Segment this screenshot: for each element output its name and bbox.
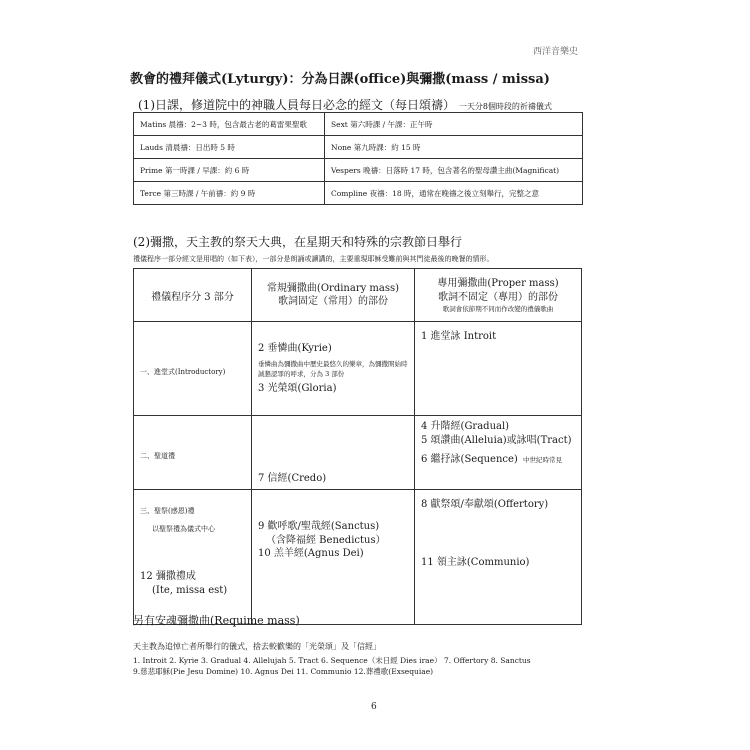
table-cell bbox=[252, 416, 415, 490]
introit-label: 1 進堂詠 Introit bbox=[421, 331, 497, 342]
sequence-label: 6 繼抒詠(Sequence) bbox=[421, 454, 518, 465]
table-cell: Prime 第一時課 / 早課：約 6 時 bbox=[134, 159, 325, 182]
table-row bbox=[134, 490, 582, 625]
table-cell bbox=[252, 490, 415, 625]
table-row bbox=[134, 113, 583, 136]
table-cell bbox=[134, 322, 252, 416]
table-row bbox=[134, 136, 583, 159]
mass-title: (2)彌撒，天主教的祭天大典，在星期天和特殊的宗教節日舉行 bbox=[133, 235, 463, 249]
kyrie-note: 垂憐曲為彌撒曲中歷史最悠久的樂章，為彌撒開始時誠懇認罪的呼求，分為 3 部份 bbox=[258, 359, 408, 378]
header-col-ordinary bbox=[252, 269, 415, 322]
part-liturgy-of-word: 二、聖道禮 bbox=[140, 452, 175, 460]
header-proper-line1: 專用彌撒曲(Proper mass) bbox=[437, 278, 559, 289]
requiem-items-line1: 1. Introit 2. Kyrie 3. Gradual 4. Allelujah 5. Tract 6. Sequence（末日經 Dies irae） 7. Offertory 8. Sanctus bbox=[133, 656, 531, 665]
table-cell: Matins 晨禱：2~3 時，包含最古老的葛雷果聖歌 bbox=[134, 113, 325, 136]
page-number: 6 bbox=[371, 702, 377, 712]
table-cell bbox=[415, 490, 582, 625]
requiem-note: 天主教為追悼亡者所舉行的儀式，捨去較歡樂的「光榮頌」及「信經」 bbox=[133, 642, 381, 651]
communio-label: 11 領主詠(Communio) bbox=[421, 556, 530, 568]
header-proper-note: 歌詞會依節期不同而作改變的禮儀歌曲 bbox=[442, 305, 554, 313]
table-cell bbox=[134, 416, 252, 490]
table-cell: Vespers 晚禱：日落時 17 時，包含著名的聖母讚主曲(Magnificat) bbox=[325, 159, 583, 182]
header-proper-line2: 歌詞不固定（專用）的部份 bbox=[438, 291, 558, 303]
mass-structure-table bbox=[133, 268, 582, 625]
table-row bbox=[134, 159, 583, 182]
table-cell: Lauds 清晨禱：日出時 5 時 bbox=[134, 136, 325, 159]
header-col-proper bbox=[415, 269, 582, 322]
office-title-text: (1)日課，修道院中的神職人員每日必念的經文（每日頌禱） bbox=[138, 98, 456, 112]
table-cell bbox=[415, 322, 582, 416]
credo-label: 7 信經(Credo) bbox=[258, 472, 327, 484]
running-header: 西洋音樂史 bbox=[532, 47, 578, 57]
table-row bbox=[134, 322, 582, 416]
table-row bbox=[134, 416, 582, 490]
section-title: 教會的禮拜儀式(Lyturgy)：分為日課(office)與彌撒(mass / missa) bbox=[130, 72, 550, 87]
part-eucharist: 三、聖祭(感恩)禮 bbox=[140, 507, 195, 515]
table-cell: None 第九時課：約 15 時 bbox=[325, 136, 583, 159]
requiem-items bbox=[133, 655, 603, 678]
part-eucharist-sub: 以聖祭禮為儀式中心 bbox=[152, 525, 215, 533]
office-title bbox=[138, 96, 552, 113]
header-col-parts bbox=[134, 269, 252, 322]
benedictus-label: （含降福經 Benedictus） bbox=[266, 534, 386, 546]
office-title-note: 一天分8個時段的祈禱儀式 bbox=[458, 102, 552, 111]
header-ordinary-line2: 歌詞固定（常用）的部份 bbox=[278, 296, 388, 307]
mass-intro: 禮儀程序一部分經文是用唱的（如下表），一部分是朗誦或讀講的，主要重現耶穌受難前與其門徒最後的晚餐的情形。 bbox=[133, 255, 494, 263]
table-cell bbox=[134, 490, 252, 625]
alleluia-label: 5 頌讚曲(Alleluia)或詠唱(Tract) bbox=[421, 434, 572, 446]
table-cell: Sext 第六時課 / 午課：正午時 bbox=[325, 113, 583, 136]
sequence-note: 中世紀時常見 bbox=[522, 456, 562, 464]
table-cell: Compline 夜禱：18 時，通常在晚禱之後立刻舉行，完整之意 bbox=[325, 182, 583, 205]
table-cell bbox=[252, 322, 415, 416]
requiem-items-line2: 9.慈悲耶穌(Pie Jesu Domine) 10. Agnus Dei 11. Communio 12.葬禮歌(Exsequiae) bbox=[133, 667, 434, 677]
gloria-label: 3 光榮頌(Gloria) bbox=[258, 383, 337, 395]
part-introductory: 一、進堂式(Introductory) bbox=[140, 368, 226, 376]
ite-label: 12 彌撒禮成 bbox=[140, 571, 196, 582]
gradual-label: 4 升階經(Gradual) bbox=[421, 421, 510, 432]
offertory-label: 8 獻祭頌/奉獻頌(Offertory) bbox=[421, 499, 549, 510]
table-cell: Terce 第三時課 / 午前禱：約 9 時 bbox=[134, 182, 325, 205]
header-ordinary-line1: 常規彌撒曲(Ordinary mass) bbox=[266, 282, 400, 294]
table-header-row bbox=[134, 269, 582, 322]
office-hours-table bbox=[133, 112, 583, 205]
requiem-title: 另有安魂彌撒曲(Requime mass) bbox=[133, 614, 300, 627]
sanctus-label: 9 歡呼歌/聖哉經(Sanctus) bbox=[258, 521, 380, 532]
table-row bbox=[134, 182, 583, 205]
sequence-line bbox=[421, 447, 575, 467]
ite-sub: (Ite, missa est) bbox=[152, 584, 228, 596]
table-cell bbox=[415, 416, 582, 490]
agnus-label: 10 羔羊經(Agnus Dei) bbox=[258, 548, 364, 559]
header-parts-label: 禮儀程序分 3 部分 bbox=[151, 292, 234, 304]
kyrie-label: 2 垂憐曲(Kyrie) bbox=[258, 343, 332, 354]
